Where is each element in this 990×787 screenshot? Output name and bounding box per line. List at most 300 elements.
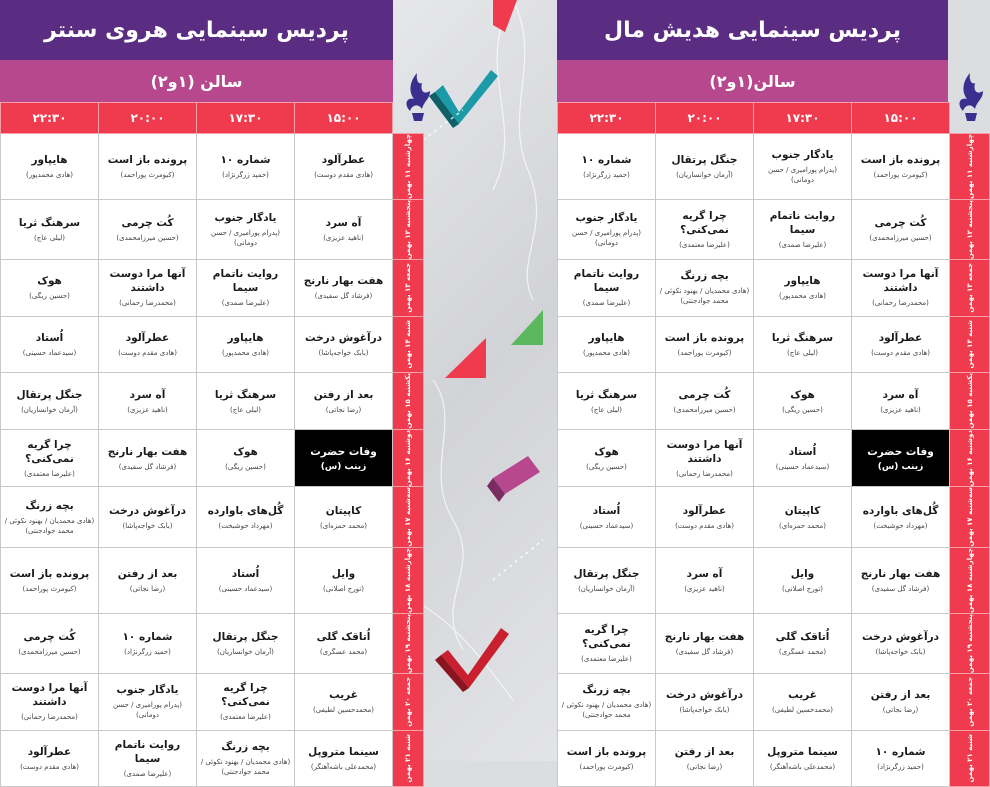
film-director: (حسین ریگی)	[586, 462, 627, 471]
film-director: (محمدحسین لطیفی)	[771, 706, 834, 715]
film-director: (محمدرضا رحمانی)	[872, 299, 929, 308]
screening-cell	[852, 316, 950, 373]
film-title: یادگار جنوب	[214, 211, 277, 224]
film-title: بعد از رفتن	[870, 689, 931, 702]
screening-cell	[754, 260, 852, 317]
date-label: پنجشنبه ۱۹ بهمن	[965, 613, 974, 674]
film-director: (پدرام پورامیری / حسن دومانی)	[571, 228, 642, 247]
film-title: اُتاقک گلی	[316, 631, 371, 644]
film-director: (لیلی عاج)	[787, 349, 818, 358]
date-label: شنبه ۲۱ بهمن	[965, 734, 974, 783]
table-row	[1, 613, 424, 673]
screening-cell	[656, 548, 754, 614]
screening-cell	[197, 316, 295, 373]
film-director: (فرشاد گل سفیدی)	[871, 584, 930, 593]
table-row	[558, 674, 990, 731]
film-director: (محمدحسین لطیفی)	[312, 706, 375, 715]
time-header: ۲۲:۳۰	[1, 103, 99, 134]
film-title: هفت بهار نارنج	[664, 631, 745, 644]
film-title: وفات حضرت	[310, 445, 377, 458]
film-title: درآغوش درخت	[861, 631, 940, 644]
date-cell	[393, 548, 424, 614]
screening-cell	[558, 548, 656, 614]
screening-cell	[1, 548, 99, 614]
table-row	[1, 674, 424, 731]
film-title: وفات حضرت	[867, 445, 934, 458]
film-director: (ناهید عزیزی)	[323, 233, 364, 242]
screening-cell	[99, 134, 197, 200]
date-cell	[950, 316, 990, 373]
film-director: (علیرضا صمدی)	[123, 770, 172, 779]
time-header: ۲۰:۰۰	[656, 103, 754, 134]
screening-cell	[754, 487, 852, 548]
screening-cell	[558, 316, 656, 373]
screening-cell	[852, 199, 950, 259]
screening-cell	[852, 730, 950, 787]
screening-cell	[656, 613, 754, 673]
screening-cell	[295, 487, 393, 548]
film-title: آه سرد	[129, 388, 166, 401]
film-director: (حسین میرزامحمدی)	[18, 648, 81, 657]
film-director: (لیلی عاج)	[34, 233, 65, 242]
film-director: (علیرضا صمدی)	[778, 240, 827, 249]
film-title: چرا گریه نمی‌کنی؟	[680, 209, 729, 236]
film-title: آنها مرا دوست داشتند	[862, 268, 939, 295]
film-title: هایپاور	[784, 275, 821, 288]
screening-cell	[754, 199, 852, 259]
date-label: شنبه ۲۱ بهمن	[404, 734, 412, 783]
film-director: (رضا نجاتی)	[129, 584, 166, 593]
date-label: چهارشنبه ۱۱ بهمن	[404, 134, 412, 199]
film-director: (لیلی عاج)	[591, 405, 622, 414]
green-triangle	[511, 310, 543, 345]
screening-cell	[295, 730, 393, 787]
film-director: (هادی محمدیان / بهنود نکوئی / محمد جوادجنتی)	[659, 287, 750, 306]
film-title: کاپیتان	[784, 504, 821, 517]
film-director: (کیومرث پوراحمد)	[873, 170, 928, 179]
table-row	[558, 373, 990, 430]
screening-cell	[558, 134, 656, 200]
film-director: (هادی محمدپور)	[25, 170, 74, 179]
time-header: ۱۵:۰۰	[852, 103, 950, 134]
screening-cell	[99, 674, 197, 731]
time-header: ۱۷:۳۰	[754, 103, 852, 134]
film-title: پرونده باز است	[107, 153, 188, 166]
screening-cell	[295, 674, 393, 731]
screening-cell	[197, 730, 295, 787]
screening-cell	[295, 199, 393, 259]
screening-cell	[852, 487, 950, 548]
film-director: (محمد عسگری)	[778, 648, 827, 657]
film-director: (تورج اصلانی)	[782, 584, 823, 593]
screening-cell	[1, 429, 99, 486]
film-title: بچه زرنگ	[582, 684, 631, 697]
film-title: عطرآلود	[682, 504, 727, 517]
screening-cell	[656, 316, 754, 373]
screening-cell	[295, 134, 393, 200]
film-title: اُستاد	[592, 504, 621, 517]
date-cell	[393, 487, 424, 548]
screening-cell	[754, 730, 852, 787]
film-title: سرهنگ ثریا	[771, 332, 834, 345]
film-director: (رضا نجاتی)	[882, 706, 919, 715]
table-row	[558, 730, 990, 787]
film-director: (حسین میرزامحمدی)	[869, 233, 932, 242]
hall-label: سالن(۱و۲)	[557, 60, 948, 102]
film-director: (سیدعماد حسینی)	[775, 462, 830, 471]
film-director: (علیرضا صمدی)	[582, 299, 631, 308]
film-title: هوک	[594, 445, 619, 458]
film-title: جنگل پرتقال	[212, 631, 279, 644]
screening-cell	[197, 260, 295, 317]
film-director: (مهرداد خوشبخت)	[873, 521, 928, 530]
screening-cell	[197, 613, 295, 673]
film-title: غریب	[329, 689, 358, 702]
film-title: پرونده باز است	[860, 153, 941, 166]
screening-cell	[754, 429, 852, 486]
screening-cell	[99, 199, 197, 259]
film-director: (هادی محمدپور)	[582, 349, 631, 358]
schedule-table	[0, 102, 424, 787]
film-title: عطرآلود	[878, 332, 923, 345]
time-header-row	[1, 103, 424, 134]
film-title: یادگار جنوب	[116, 684, 179, 697]
film-title: شماره ۱۰	[122, 631, 173, 644]
film-director: (بابک خواجه‌پاشا)	[679, 706, 730, 715]
film-director: (بابک خواجه‌پاشا)	[122, 521, 173, 530]
date-cell	[393, 730, 424, 787]
table-row	[558, 613, 990, 673]
screening-cell	[1, 487, 99, 548]
screening-cell	[1, 674, 99, 731]
film-director: (هادی مقدم دوست)	[675, 521, 734, 530]
screening-cell	[197, 429, 295, 486]
film-director: (حمید زرگرنژاد)	[877, 763, 924, 772]
film-director: (پدرام پورامیری / حسن دومانی)	[112, 701, 183, 720]
film-director: (پدرام پورامیری / حسن دومانی)	[210, 228, 281, 247]
panel-title: پردیس سینمایی هدیش مال	[557, 0, 948, 60]
screening-cell	[295, 613, 393, 673]
film-title: وایل	[331, 567, 356, 580]
screening-cell	[99, 373, 197, 430]
date-label: سه‌شنبه ۱۷ بهمن	[965, 487, 974, 548]
film-director: (حمید زرگرنژاد)	[222, 170, 269, 179]
film-director: (پدرام پورامیری / حسن دومانی)	[767, 165, 838, 184]
teal-check-ribbon	[429, 70, 498, 128]
film-director: (علیرضا معتمدی)	[581, 655, 632, 664]
screening-cell	[558, 674, 656, 731]
screening-cell	[852, 373, 950, 430]
date-label: دوشنبه ۱۶ بهمن	[404, 429, 412, 487]
film-director: (آرمان خوانساریان)	[217, 648, 274, 657]
film-director: (حسین ریگی)	[225, 462, 266, 471]
film-director: (سیدعماد حسینی)	[218, 584, 273, 593]
screening-cell	[656, 730, 754, 787]
film-director: (بابک خواجه‌پاشا)	[875, 648, 926, 657]
film-director: (کیومرث پوراحمد)	[120, 170, 175, 179]
date-cell	[393, 316, 424, 373]
film-director: (لیلی عاج)	[230, 405, 261, 414]
date-label: چهارشنبه ۱۸ بهمن	[965, 548, 974, 613]
film-director: (محمدعلی باشه‌آهنگر)	[769, 763, 836, 772]
film-director: (هادی مقدم دوست)	[871, 349, 930, 358]
film-director: (آرمان خوانساریان)	[578, 584, 635, 593]
screening-cell	[852, 613, 950, 673]
screening-cell	[558, 487, 656, 548]
film-title: شماره ۱۰	[220, 153, 271, 166]
date-label: چهارشنبه ۱۱ بهمن	[965, 134, 974, 199]
screening-cell	[295, 373, 393, 430]
film-director: (حسین میرزامحمدی)	[673, 405, 736, 414]
film-director: (علیرضا معتمدی)	[679, 240, 730, 249]
film-director: زینب (س)	[320, 461, 367, 472]
film-title: هفت بهار نارنج	[860, 567, 941, 580]
screening-cell	[99, 730, 197, 787]
film-title: هفت بهار نارنج	[303, 275, 384, 288]
schedule-body	[558, 134, 990, 787]
film-director: (بابک خواجه‌پاشا)	[318, 349, 369, 358]
screening-cell	[295, 316, 393, 373]
film-director: (کیومرث پوراحمد)	[579, 763, 634, 772]
screening-cell	[99, 429, 197, 486]
film-title: کُت چرمی	[121, 216, 174, 229]
film-title: چرا گریه نمی‌کنی؟	[582, 624, 631, 651]
film-title: بعد از رفتن	[117, 567, 178, 580]
date-cell	[393, 260, 424, 317]
table-row	[558, 548, 990, 614]
film-director: (کیومرث پوراحمد)	[677, 349, 732, 358]
screening-cell	[197, 373, 295, 430]
panel-heravi-center	[0, 0, 412, 787]
table-row	[1, 487, 424, 548]
date-cell	[950, 134, 990, 200]
screening-cell	[656, 134, 754, 200]
screening-cell	[558, 730, 656, 787]
film-title: جنگل پرتقال	[16, 388, 83, 401]
screening-cell	[197, 674, 295, 731]
film-title: چرا گریه نمی‌کنی؟	[221, 682, 270, 709]
screening-cell	[852, 674, 950, 731]
film-title: هوک	[37, 275, 62, 288]
screening-cell	[852, 134, 950, 200]
film-director: (مهرداد خوشبخت)	[218, 521, 273, 530]
film-title: گُل‌های باوارده	[207, 504, 284, 517]
film-director: (حمید زرگرنژاد)	[124, 648, 171, 657]
red-triangle	[445, 338, 486, 378]
film-director: (محمد حمزه‌ای)	[319, 521, 367, 530]
red-check-ribbon	[435, 628, 509, 692]
screening-cell	[852, 260, 950, 317]
screening-cell	[656, 260, 754, 317]
film-director: (محمدرضا رحمانی)	[676, 469, 733, 478]
screening-cell	[1, 260, 99, 317]
screening-cell	[558, 613, 656, 673]
film-title: روایت ناتمام سیما	[114, 739, 181, 766]
film-director: (هادی محمدیان / بهنود نکوئی / محمد جوادجنتی)	[200, 758, 291, 777]
film-director: (کیومرث پوراحمد)	[22, 584, 77, 593]
date-cell	[950, 487, 990, 548]
film-title: هایپاور	[227, 332, 264, 345]
table-row	[1, 429, 424, 486]
screening-cell	[197, 199, 295, 259]
film-title: روایت ناتمام سیما	[212, 268, 279, 295]
screening-cell	[1, 373, 99, 430]
film-director: (حسین ریگی)	[782, 405, 823, 414]
film-title: جنگل پرتقال	[573, 567, 640, 580]
date-cell	[393, 674, 424, 731]
film-director: (علیرضا معتمدی)	[24, 469, 75, 478]
date-label: شنبه ۱۴ بهمن	[965, 320, 974, 369]
table-row	[1, 199, 424, 259]
time-header: ۲۰:۰۰	[99, 103, 197, 134]
film-title: آه سرد	[686, 567, 723, 580]
screening-cell	[295, 260, 393, 317]
film-title: سینما متروپل	[767, 746, 838, 759]
date-label: یکشنبه ۱۵ بهمن	[404, 373, 412, 429]
film-title: یادگار جنوب	[771, 148, 834, 161]
time-header: ۲۲:۳۰	[558, 103, 656, 134]
film-title: هایپاور	[31, 153, 68, 166]
screening-cell	[99, 548, 197, 614]
film-title: غریب	[788, 689, 817, 702]
screening-cell	[99, 613, 197, 673]
date-cell	[393, 134, 424, 200]
film-director: (رضا نجاتی)	[686, 763, 723, 772]
screening-cell	[558, 373, 656, 430]
date-label: جمعه ۱۳ بهمن	[965, 263, 974, 313]
date-cell	[950, 548, 990, 614]
date-cell	[950, 429, 990, 486]
table-row	[1, 548, 424, 614]
date-label: شنبه ۱۴ بهمن	[404, 320, 412, 369]
film-director: (فرشاد گل سفیدی)	[314, 292, 373, 301]
festival-logo-icon	[950, 60, 990, 132]
screening-cell	[656, 674, 754, 731]
film-title: وایل	[790, 567, 815, 580]
film-director: (محمدرضا رحمانی)	[119, 299, 176, 308]
screening-cell	[558, 199, 656, 259]
film-director: (حسین ریگی)	[29, 292, 70, 301]
date-cell	[950, 199, 990, 259]
table-row	[558, 134, 990, 200]
film-title: آنها مرا دوست داشتند	[11, 682, 88, 709]
date-cell	[393, 199, 424, 259]
film-director: (رضا نجاتی)	[325, 405, 362, 414]
date-cell	[950, 613, 990, 673]
screening-cell	[754, 548, 852, 614]
film-title: عطرآلود	[321, 153, 366, 166]
date-label: جمعه ۱۳ بهمن	[404, 263, 412, 313]
screening-cell	[656, 429, 754, 486]
film-title: درآغوش درخت	[108, 504, 187, 517]
film-title: اُستاد	[788, 445, 817, 458]
film-director: (سیدعماد حسینی)	[579, 521, 634, 530]
film-title: هفت بهار نارنج	[107, 445, 188, 458]
screening-cell	[754, 134, 852, 200]
film-director: (ناهید عزیزی)	[880, 405, 921, 414]
film-director: (هادی محمدپور)	[221, 349, 270, 358]
schedule-table	[557, 102, 990, 787]
film-title: روایت ناتمام سیما	[769, 209, 836, 236]
film-title: بعد از رفتن	[674, 746, 735, 759]
screening-cell	[558, 260, 656, 317]
film-director: (هادی مقدم دوست)	[314, 170, 373, 179]
film-director: (هادی محمدیان / بهنود نکوئی / محمد جوادجنتی)	[561, 701, 652, 720]
screening-cell	[558, 429, 656, 486]
film-director: (حمید زرگرنژاد)	[583, 170, 630, 179]
film-title: کُت چرمی	[678, 388, 731, 401]
film-title: شماره ۱۰	[875, 746, 926, 759]
time-header-row	[558, 103, 990, 134]
screening-cell	[1, 134, 99, 200]
film-title: سرهنگ ثریا	[575, 388, 638, 401]
screening-cell	[99, 316, 197, 373]
film-title: کُت چرمی	[874, 216, 927, 229]
holiday-cell	[295, 429, 393, 486]
film-title: پرونده باز است	[664, 332, 745, 345]
film-director: (حسین میرزامحمدی)	[116, 233, 179, 242]
table-row	[558, 316, 990, 373]
date-cell	[393, 429, 424, 486]
film-title: پرونده باز است	[9, 567, 90, 580]
film-title: آنها مرا دوست داشتند	[666, 438, 743, 465]
time-header: ۱۷:۳۰	[197, 103, 295, 134]
purple-ribbon	[487, 456, 540, 502]
date-label: پنجشنبه ۱۲ بهمن	[404, 199, 412, 260]
schedule-body	[1, 134, 424, 787]
table-row	[1, 316, 424, 373]
screening-cell	[197, 548, 295, 614]
date-cell	[950, 373, 990, 430]
film-title: پرونده باز است	[566, 746, 647, 759]
date-label: پنجشنبه ۱۹ بهمن	[404, 613, 412, 674]
screening-cell	[99, 260, 197, 317]
film-director: (محمدعلی باشه‌آهنگر)	[310, 763, 377, 772]
screening-cell	[1, 199, 99, 259]
film-director: (آرمان خوانساریان)	[676, 170, 733, 179]
film-director: (فرشاد گل سفیدی)	[118, 462, 177, 471]
screening-cell	[754, 373, 852, 430]
film-title: اُستاد	[231, 567, 260, 580]
film-director: (فرشاد گل سفیدی)	[675, 648, 734, 657]
date-cell	[950, 260, 990, 317]
panel-title: پردیس سینمایی هروی سنتر	[0, 0, 393, 60]
table-row	[558, 429, 990, 486]
date-cell	[950, 674, 990, 731]
date-label: جمعه ۲۰ بهمن	[404, 677, 412, 727]
film-title: هوک	[233, 445, 258, 458]
film-title: آنها مرا دوست داشتند	[109, 268, 186, 295]
film-director: (هادی محمدپور)	[778, 292, 827, 301]
screening-cell	[1, 613, 99, 673]
film-title: هوک	[790, 388, 815, 401]
film-title: سرهنگ ثریا	[18, 216, 81, 229]
film-title: عطرآلود	[27, 746, 72, 759]
screening-cell	[1, 316, 99, 373]
film-title: کاپیتان	[325, 504, 362, 517]
film-title: بچه زرنگ	[221, 741, 270, 754]
screening-cell	[295, 548, 393, 614]
film-title: چرا گریه نمی‌کنی؟	[25, 438, 74, 465]
film-title: عطرآلود	[125, 332, 170, 345]
screening-cell	[656, 199, 754, 259]
screening-cell	[852, 548, 950, 614]
hall-label: سالن (۱و۲)	[0, 60, 393, 102]
screening-cell	[656, 487, 754, 548]
table-row	[1, 730, 424, 787]
film-director: (هادی محمدیان / بهنود نکوئی / محمد جوادجنتی)	[4, 516, 95, 535]
film-director: (آرمان خوانساریان)	[21, 405, 78, 414]
